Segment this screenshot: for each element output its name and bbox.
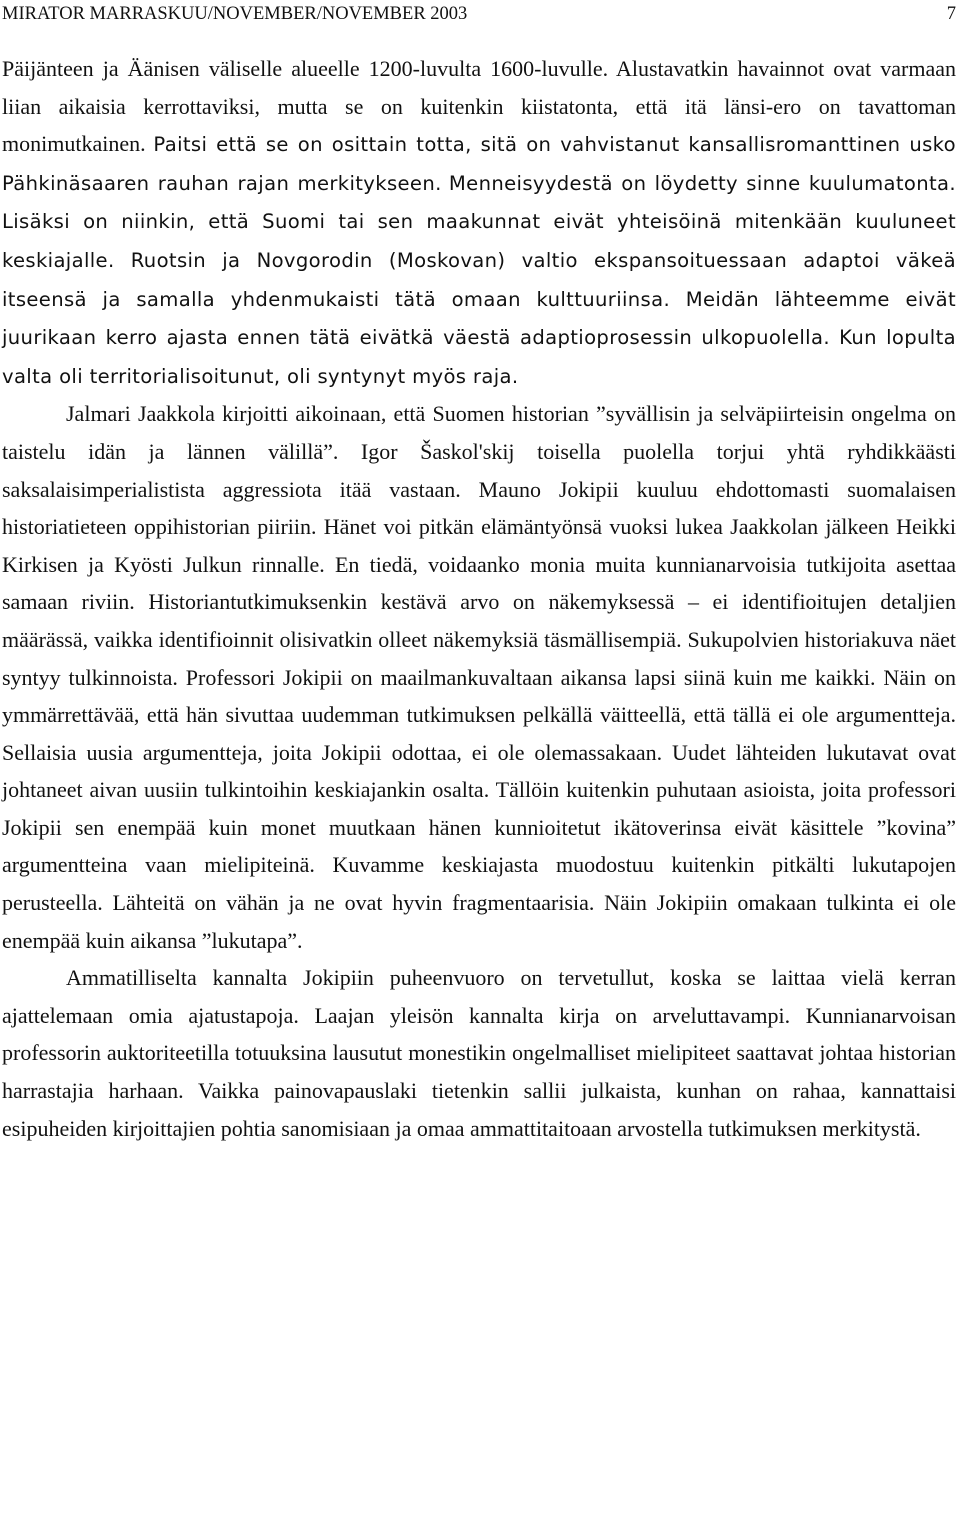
paragraph-2: Jalmari Jaakkola kirjoitti aikoinaan, että Suomen historian ”syvällisin ja selväpiirteisin ongelma on taistelu idän ja lännen välillä”. Igor Šaskol'skij toisella puolella torjui yhtä ryhdikkäästi saksalaisimperialistista aggressiota itää vastaan. Mauno Jokipii kuuluu ehdottomasti suomalaisen historiatieteen oppihistorian piiriin. Hänet voi pitkän elämäntyönsä vuoksi lukea Jaakkolan jälkeen Heikki Kirkisen ja Kyösti Julkun rinnalle. En tiedä, voidaanko monia muita kunnianarvoisia tutkijoita asettaa samaan riviin. Historiantutkimuksenkin kestävä arvo on näkemyksessä – ei identifioitujen detaljien määrässä, vaikka identifioinnit olisivatkin olleet näkemyksiä täsmällisempiä. Sukupolvien historiakuva näet syntyy tulkinnoista. Professori Jokipii on maailmankuvaltaan aikansa lapsi siinä kuin me kaikki. Näin on ymmärrettävää, että hän sivuttaa uudemman tutkimuksen pelkällä väitteellä, että tällä ei ole argumentteja. Sellaisia uusia argumentteja, joita Jokipii odottaa, ei ole olemassakaan. Uudet lähteiden lukutavat ovat johtaneet aivan uusiin tulkintoihin keskiajankin osalta. Tällöin kuitenkin puhutaan asioista, joita professori Jokipii sen enempää kuin monet muutkaan hänen kunnioitetut ikätoverinsa eivät käsittele ”kovina” argumentteina vaan mielipiteinä. Kuvamme keskiajasta muodostuu kuitenkin pitkälti lukutapojen perusteella. Lähteitä on vähän ja ne ovat hyvin fragmentaarisia. Näin Jokipiin omakaan tulkinta ei ole enempää kuin aikansa ”lukutapa”. <box>2 401 956 953</box>
paragraph-1-rest: Menneisyydestä on löydetty sinne kuulumatonta. Lisäksi on niinkin, että Suomi tai sen maakunnat eivät yhteisöinä mitenkään kuuluneet keskiajalle. Ruotsin ja Novgorodin (Moskovan) valtio ekspansoituessaan adaptoi väkeä itseensä ja samalla yhdenmukaisti tätä omaan kulttuuriinsa. Meidän lähteemme eivät juurikaan kerro ajasta ennen tätä eivätkä väestä adaptioprosessin ulkopuolella. Kun lopulta valta oli territorialisoitunut, oli syntynyt myös raja. <box>2 171 956 388</box>
paragraph-1-opening: Päijänteen ja Äänisen väliselle alueelle 1200-luvulta 1600-luvulle. Alustavatkin havainnot ovat varmaan liian aikaisia kerrottaviksi, mutta se on kuitenkin kiistatonta, että itä länsi-ero on tavattoman monimutkainen. <box>2 56 956 157</box>
paragraph-3: Ammatilliselta kannalta Jokipiin puheenvuoro on tervetullut, koska se laittaa vielä kerran ajattelemaan omia ajatustapoja. Laajan yleisön kannalta kirja on arveluttavampi. Kunnianarvoisan professorin auktoriteetilla totuuksina lausutut monestikin ongelmalliset mielipiteet saattavat johtaa historian harrastajia harhaan. Vaikka painovapauslaki tietenkin sallii julkaista, kunhan on rahaa, kannattaisi esipuheiden kirjoittajien pohtia sanomisiaan ja omaa ammattitaitoaan arvostella tutkimuksen merkitystä. <box>2 965 956 1141</box>
journal-running-title: MIRATOR MARRASKUU/NOVEMBER/NOVEMBER 2003 <box>2 4 468 24</box>
page-header <box>2 2 956 26</box>
article-body <box>2 50 956 1147</box>
paragraph-1 <box>2 50 956 395</box>
page-number: 7 <box>946 4 956 24</box>
paragraph-1-sans-sentence: Paitsi että se on osittain totta, sitä on vahvistanut kansallisromanttinen usko Pähkinäsaaren rauhan rajan merkitykseen. <box>2 133 957 195</box>
